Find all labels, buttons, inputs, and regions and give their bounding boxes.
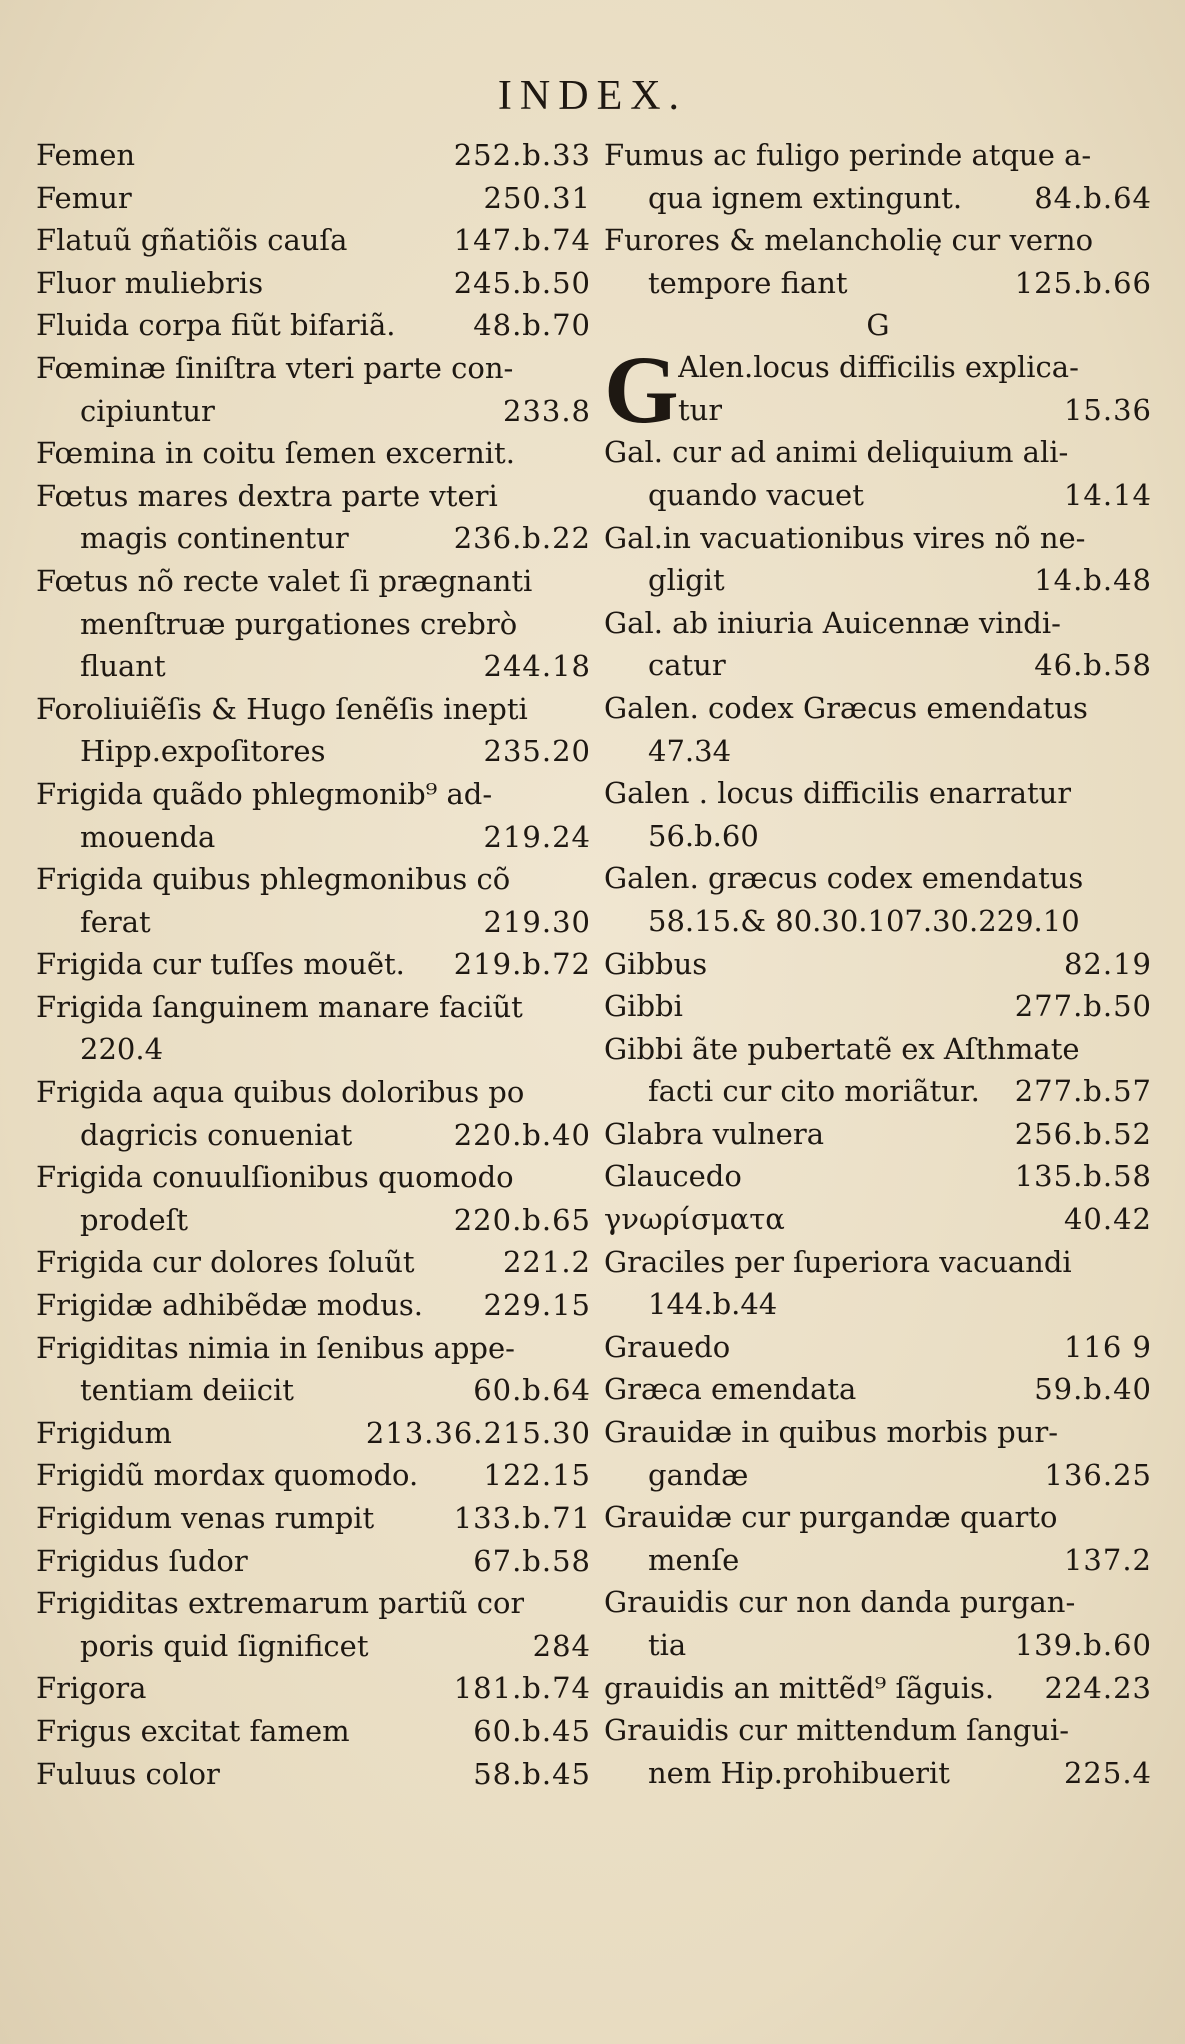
- entry-text: dagricis conueniat: [80, 1117, 353, 1152]
- entry-line: [36, 1667, 591, 1710]
- entry-text: Gal. cur ad animi deliquium ali-: [604, 435, 1069, 470]
- entry-line: [36, 1625, 591, 1668]
- entry-text: Frigida cur tuſſes mouẽt.: [36, 947, 405, 982]
- entry-text: 58.15.& 80.30.107.30.229.10: [648, 903, 1080, 938]
- entry-text: Frigida cur dolores ſoluũt: [36, 1245, 415, 1280]
- entry-line: [36, 1753, 591, 1796]
- entry-text: Hipp.expoſitores: [80, 734, 326, 769]
- entry-line: [36, 1114, 591, 1157]
- entry-line: [678, 389, 1152, 432]
- entry-reference: 60.b.45: [473, 1713, 591, 1748]
- entry-reference: 256.b.52: [1014, 1116, 1152, 1151]
- index-entry: [604, 219, 1152, 304]
- entry-line: [36, 1284, 591, 1327]
- index-entry: [604, 1113, 1152, 1156]
- entry-line: [36, 177, 591, 220]
- entry-text: Glaucedo: [604, 1159, 742, 1194]
- entry-line: [36, 1540, 591, 1583]
- entry-line: [36, 1199, 591, 1242]
- entry-line: [604, 730, 1152, 773]
- entry-text: cipiuntur: [80, 393, 215, 428]
- entry-line: [604, 900, 1152, 943]
- page-title: INDEX.: [497, 73, 688, 119]
- index-entry: [604, 687, 1152, 772]
- entry-reference: 250.31: [483, 180, 591, 215]
- entry-line: [36, 134, 591, 177]
- entry-text: Galen. græcus codex emendatus: [604, 861, 1084, 896]
- entry-text: Frigida conuulſionibus quomodo: [36, 1160, 514, 1195]
- entry-line: [604, 1368, 1152, 1411]
- entry-reference: 236.b.22: [453, 521, 591, 556]
- entry-text: Fluor muliebris: [36, 265, 264, 300]
- entry-text: Fœtus nõ recte valet ſi prægnanti: [36, 563, 533, 598]
- entry-line: [36, 1497, 591, 1540]
- entry-text: Gibbi: [604, 989, 683, 1024]
- index-entry: [36, 1156, 591, 1241]
- entry-reference: 67.b.58: [473, 1543, 591, 1578]
- entry-text: Grauidæ cur purgandæ quarto: [604, 1500, 1058, 1535]
- entry-text: Alen.locus difficilis explica-: [678, 350, 1079, 385]
- entry-line: [36, 517, 591, 560]
- entry-reference: 277.b.50: [1014, 989, 1152, 1024]
- index-entry: [604, 1709, 1152, 1794]
- entry-reference: 245.b.50: [453, 265, 591, 300]
- entry-line: [36, 773, 591, 816]
- entry-line: [36, 1710, 591, 1753]
- index-entry: [604, 772, 1152, 857]
- entry-text: tempore fiant: [648, 265, 848, 300]
- entry-text: magis continentur: [80, 521, 349, 556]
- entry-line: [36, 816, 591, 859]
- entry-line: [604, 602, 1152, 645]
- entry-text: Fœminæ ſiniſtra vteri parte con-: [36, 350, 514, 385]
- entry-line: [36, 1412, 591, 1455]
- index-entry: [36, 1071, 591, 1156]
- entry-line: [604, 1028, 1152, 1071]
- entry-line: [36, 986, 591, 1029]
- entry-text: Fumus ac fuligo perinde atque a-: [604, 138, 1092, 172]
- index-entry: [36, 177, 591, 220]
- entry-text: gandæ: [648, 1457, 749, 1492]
- entry-text: Gal.in vacuationibus vires nõ ne-: [604, 520, 1086, 555]
- entry-reference: 277.b.57: [1014, 1074, 1152, 1109]
- entry-text: Frigidus ſudor: [36, 1543, 248, 1578]
- index-entry: [604, 1028, 1152, 1113]
- entry-line: [604, 262, 1152, 305]
- index-entry: [604, 857, 1152, 942]
- entry-line: [36, 432, 591, 475]
- entry-reference: 284: [532, 1628, 591, 1663]
- entry-text: Femur: [36, 180, 132, 215]
- entry-line: [36, 858, 591, 901]
- entry-reference: 219.24: [483, 819, 591, 854]
- index-entry: [36, 773, 591, 858]
- entry-text: Frigida aqua quibus doloribus po: [36, 1075, 525, 1110]
- entry-text: Grauidæ in quibus morbis pur-: [604, 1415, 1059, 1450]
- index-entry: [604, 1581, 1152, 1666]
- index-entry: [604, 985, 1152, 1028]
- entry-text: gligit: [648, 563, 725, 598]
- entry-text: Fuluus color: [36, 1756, 220, 1791]
- left-column: [36, 134, 591, 1795]
- entry-reference: 244.18: [483, 649, 591, 684]
- index-entry: [604, 1411, 1152, 1496]
- entry-text: Græca emendata: [604, 1372, 857, 1407]
- index-entry: [36, 134, 591, 177]
- entry-text: Graciles per ſuperiora vacuandi: [604, 1244, 1072, 1279]
- entry-line: [604, 177, 1152, 220]
- entry-text: Frigidæ adhibẽdæ modus.: [36, 1288, 424, 1323]
- entry-text: Frigidum venas rumpit: [36, 1501, 375, 1535]
- entry-reference: 219.30: [483, 904, 591, 939]
- entry-line: [604, 1667, 1152, 1710]
- entry-text: Glabra vulnera: [604, 1116, 824, 1151]
- index-entry: [36, 986, 591, 1071]
- index-entry: [604, 1326, 1152, 1369]
- entry-text: 220.4: [80, 1032, 164, 1067]
- entry-reference: 224.23: [1044, 1670, 1152, 1705]
- entry-text: Frigora: [36, 1671, 147, 1706]
- entry-reference: 220.b.65: [453, 1202, 591, 1237]
- entry-reference: 213.36.215.30: [365, 1415, 591, 1450]
- entry-line: [604, 1326, 1152, 1369]
- entry-text: Frigida quãdo phlegmonib⁹ ad-: [36, 776, 493, 811]
- index-entry: [36, 1710, 591, 1753]
- right-column: [604, 134, 1152, 1794]
- index-entry: [36, 432, 591, 475]
- entry-reference: 82.19: [1063, 946, 1152, 981]
- index-entry: [36, 1327, 591, 1412]
- entry-reference: 220.b.40: [453, 1117, 591, 1152]
- entry-reference: 14.14: [1063, 477, 1152, 512]
- index-entry: [36, 1667, 591, 1710]
- entry-line: [604, 474, 1152, 517]
- index-entry: [36, 1284, 591, 1327]
- index-entry: [36, 1497, 591, 1540]
- entry-text: grauidis an mittẽd⁹ ſãguis.: [604, 1670, 995, 1705]
- index-entry: [36, 688, 591, 773]
- entry-text: Frigiditas nimia in ſenibus appe-: [36, 1330, 515, 1365]
- entry-text: Fœtus mares dextra parte vteri: [36, 478, 498, 513]
- index-entry: [604, 134, 1152, 219]
- entry-reference: 135.b.58: [1014, 1159, 1152, 1194]
- entry-reference: 252.b.33: [453, 138, 591, 172]
- entry-line: [36, 901, 591, 944]
- entry-text: Grauedo: [604, 1329, 731, 1364]
- entry-text: Foroliuiẽſis & Hugo ſenẽſis inepti: [36, 691, 528, 726]
- entry-line: [36, 347, 591, 390]
- entry-reference: 116 9: [1063, 1329, 1152, 1364]
- entry-line: [604, 134, 1152, 177]
- entry-line: [604, 219, 1152, 262]
- index-entry: [604, 1155, 1152, 1198]
- entry-reference: 84.b.64: [1034, 180, 1152, 215]
- index-entry: [604, 1241, 1152, 1326]
- index-entry: [604, 602, 1152, 687]
- entry-line: [36, 1156, 591, 1199]
- entry-line: [36, 219, 591, 262]
- entry-line: [36, 730, 591, 773]
- index-entry: [36, 475, 591, 560]
- index-entry: [36, 1241, 591, 1284]
- entry-line: [604, 1198, 1152, 1241]
- entry-line: [604, 1539, 1152, 1582]
- entry-line: [36, 645, 591, 688]
- entry-line: [604, 857, 1152, 900]
- entry-line: [36, 262, 591, 305]
- index-entry: [604, 1198, 1152, 1241]
- entry-reference: 139.b.60: [1014, 1628, 1152, 1662]
- entry-line: [604, 1752, 1152, 1795]
- entry-text: Frigida ſanguinem manare faciũt: [36, 989, 523, 1024]
- entry-reference: 122.15: [483, 1458, 591, 1493]
- entry-text: menſtruæ purgationes crebrò: [80, 606, 518, 641]
- index-entry: [36, 347, 591, 432]
- entry-reference: 15.36: [1063, 392, 1152, 427]
- entry-text: ferat: [80, 904, 151, 939]
- entry-text: prodeſt: [80, 1202, 188, 1237]
- entry-line: [604, 1155, 1152, 1198]
- entry-text: γνωρίσματα: [604, 1202, 785, 1237]
- entry-line: [36, 1071, 591, 1114]
- entry-text: Frigus excitat famem: [36, 1713, 350, 1748]
- entry-line: [604, 815, 1152, 858]
- entry-line: [604, 1241, 1152, 1284]
- index-entry: [36, 1582, 591, 1667]
- section-letter: G: [866, 308, 890, 343]
- index-entry: [604, 1368, 1152, 1411]
- entry-line: [604, 1113, 1152, 1156]
- entry-text: Frigidum: [36, 1415, 172, 1450]
- index-entry: [36, 1540, 591, 1583]
- index-entry: [36, 1412, 591, 1455]
- entry-reference: 225.4: [1063, 1755, 1152, 1790]
- index-entry: [36, 943, 591, 986]
- entry-reference: 137.2: [1063, 1542, 1152, 1577]
- entry-reference: 125.b.66: [1014, 265, 1152, 300]
- entry-text: tur: [678, 392, 723, 427]
- entry-line: [604, 517, 1152, 560]
- entry-reference: 229.15: [483, 1288, 591, 1323]
- entry-line: [36, 1327, 591, 1370]
- entry-line: [604, 1581, 1152, 1624]
- entry-reference: 235.20: [483, 734, 591, 769]
- entry-line: [36, 943, 591, 986]
- entry-line: [36, 603, 591, 646]
- index-entry: [36, 219, 591, 262]
- entry-text: Fœmina in coitu ſemen excernit.: [36, 436, 515, 471]
- entry-reference: 46.b.58: [1034, 648, 1152, 683]
- entry-reference: 221.2: [502, 1245, 591, 1280]
- entry-reference: 48.b.70: [473, 308, 591, 343]
- entry-text: Gibbus: [604, 946, 708, 981]
- entry-text: 47.34: [648, 733, 732, 768]
- entry-text: Grauidis cur mittendum ſangui-: [604, 1713, 1070, 1748]
- entry-line: [36, 688, 591, 731]
- entry-text: fluant: [80, 649, 166, 684]
- entry-line: [604, 1070, 1152, 1113]
- entry-line: [678, 346, 1152, 389]
- entry-line: [604, 644, 1152, 687]
- entry-reference: 219.b.72: [453, 947, 591, 982]
- entry-text: tia: [648, 1628, 687, 1662]
- entry-line: [604, 559, 1152, 602]
- entry-reference: 181.b.74: [453, 1671, 591, 1706]
- initial-entry: [604, 336, 1152, 444]
- entry-text: Femen: [36, 138, 136, 172]
- entry-text: catur: [648, 648, 726, 683]
- index-entry: [604, 943, 1152, 986]
- entry-text: nem Hip.prohibuerit: [648, 1755, 950, 1790]
- index-entry: [36, 858, 591, 943]
- index-entry: [604, 1667, 1152, 1710]
- entry-text: 144.b.44: [648, 1287, 778, 1322]
- entry-text: mouenda: [80, 819, 216, 854]
- index-entry: [36, 1753, 591, 1796]
- entry-text: Frigiditas extremarum partiũ cor: [36, 1586, 525, 1621]
- entry-text: facti cur cito moriãtur.: [648, 1074, 980, 1109]
- entry-text: qua ignem extingunt.: [648, 180, 963, 215]
- entry-line: [604, 772, 1152, 815]
- entry-reference: 59.b.40: [1034, 1372, 1152, 1407]
- entry-line: [604, 1283, 1152, 1326]
- entry-line: [36, 1028, 591, 1071]
- entry-line: [604, 431, 1152, 474]
- entry-text: 56.b.60: [648, 818, 759, 853]
- entry-line: [604, 1411, 1152, 1454]
- index-entry: [36, 262, 591, 305]
- entry-line: [36, 560, 591, 603]
- entry-line: [604, 687, 1152, 730]
- entry-line: [604, 1709, 1152, 1752]
- entry-text: poris quid ſignificet: [80, 1628, 369, 1663]
- entry-line: [36, 1241, 591, 1284]
- entry-reference: 58.b.45: [473, 1756, 591, 1791]
- entry-text: Grauidis cur non danda purgan-: [604, 1585, 1076, 1620]
- entry-line: [604, 1496, 1152, 1539]
- entry-text: menſe: [648, 1542, 740, 1577]
- entry-reference: 14.b.48: [1034, 563, 1152, 598]
- entry-text: Fluida corpa fiũt bifariã.: [36, 308, 396, 343]
- index-entry: [36, 1454, 591, 1497]
- entry-reference: 147.b.74: [453, 223, 591, 258]
- entry-line: [36, 304, 591, 347]
- entry-text: Gal. ab iniuria Auicennæ vindi-: [604, 605, 1061, 640]
- entry-reference: 136.25: [1044, 1457, 1152, 1492]
- entry-reference: 133.b.71: [453, 1501, 591, 1535]
- entry-reference: 40.42: [1063, 1202, 1152, 1237]
- entry-text: Galen . locus difficilis enarratur: [604, 776, 1072, 811]
- entry-text: Frigidũ mordax quomodo.: [36, 1458, 419, 1493]
- entry-text: Flatuũ gñatiõis cauſa: [36, 223, 348, 258]
- entry-reference: 233.8: [502, 393, 591, 428]
- entry-text: Frigida quibus phlegmonibus cõ: [36, 862, 511, 897]
- entry-line: [36, 390, 591, 433]
- entry-line: [36, 475, 591, 518]
- index-entry: [604, 431, 1152, 516]
- entry-text: Gibbi ãte pubertatẽ ex Aſthmate: [604, 1031, 1080, 1066]
- entry-reference: 60.b.64: [473, 1373, 591, 1408]
- entry-line: [604, 1624, 1152, 1667]
- index-entry: [36, 560, 591, 688]
- index-entry: [604, 517, 1152, 602]
- entry-line: [604, 1454, 1152, 1497]
- drop-capital: G: [604, 336, 679, 444]
- entry-line: [604, 943, 1152, 986]
- entry-text: Galen. codex Græcus emendatus: [604, 690, 1088, 725]
- entry-line: [36, 1454, 591, 1497]
- entry-line: [36, 1369, 591, 1412]
- entry-text: quando vacuet: [648, 477, 864, 512]
- entry-text: Furores & melancholię cur verno: [604, 223, 1094, 258]
- entry-text: tentiam deiicit: [80, 1373, 294, 1408]
- entry-line: [36, 1582, 591, 1625]
- entry-line: [604, 985, 1152, 1028]
- index-entry: [36, 304, 591, 347]
- index-entry: [604, 1496, 1152, 1581]
